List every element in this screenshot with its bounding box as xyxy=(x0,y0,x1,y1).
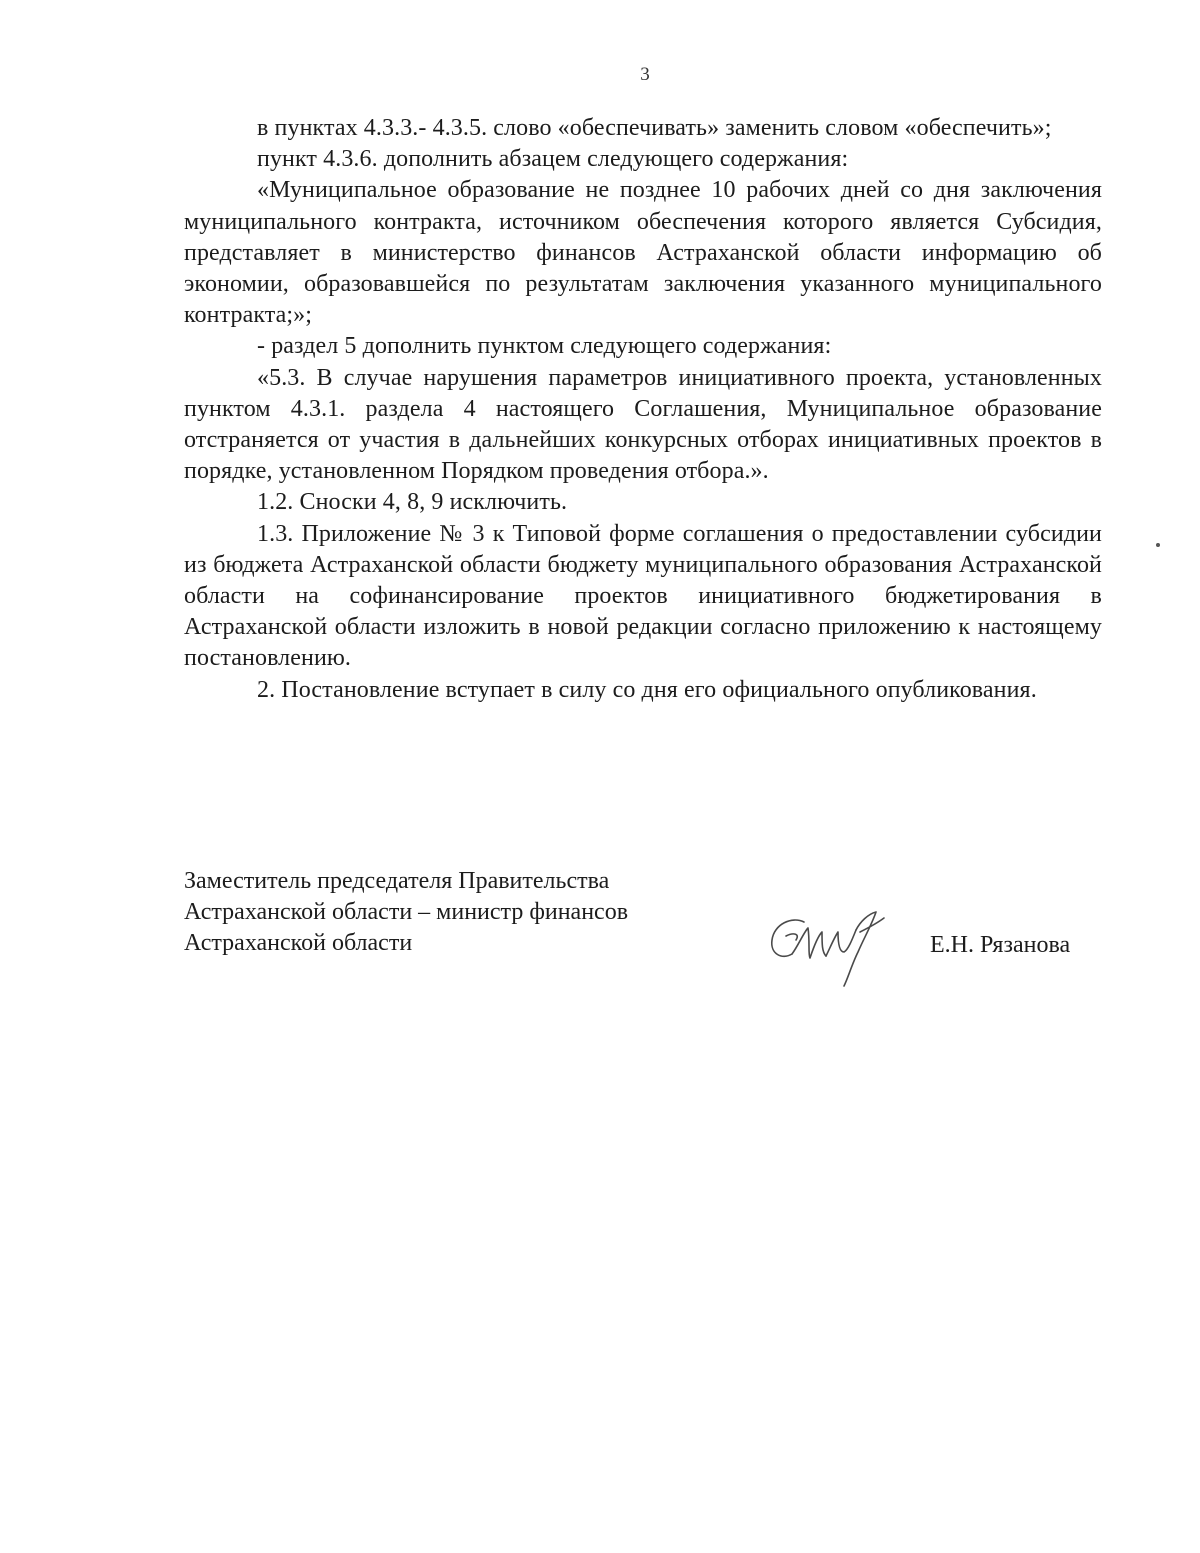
paragraph-7: 1.3. Приложение № 3 к Типовой форме соглашения о предоставлении субсидии из бюджета Астраханской области бюджету муниципального образования Астраханской области на софинансирование проектов инициативного бюджетирования в Астраханской области изложить в новой редакции согласно приложению к настоящему постановлению. xyxy=(184,520,1102,672)
signatory-position-line-2: Астраханской области – министр финансов xyxy=(184,899,629,925)
paragraph-8: 2. Постановление вступает в силу со дня его официального опубликования. xyxy=(257,676,1037,703)
signatory-position xyxy=(184,866,744,959)
signatory-name: Е.Н. Рязанова xyxy=(930,932,1071,958)
paragraph-2: пункт 4.3.6. дополнить абзацем следующего содержания: xyxy=(257,146,849,173)
paragraph-1: в пунктах 4.3.3.- 4.3.5. слово «обеспечивать» заменить словом «обеспечить»; xyxy=(257,115,1052,141)
scan-speck xyxy=(1156,543,1160,547)
signatory-position-line-1: Заместитель председателя Правительства xyxy=(184,868,610,894)
document-body xyxy=(184,113,1102,706)
paragraph-6: 1.2. Сноски 4, 8, 9 исключить. xyxy=(257,489,568,516)
signatory-position-line-3: Астраханской области xyxy=(184,930,413,956)
paragraph-4: - раздел 5 дополнить пунктом следующего содержания: xyxy=(257,333,832,360)
paragraph-3: «Муниципальное образование не позднее 10 рабочих дней со дня заключения муниципального контракта, источником обеспечения которого является Субсидия, представляет в министерство финансов Астраханской области информацию об экономии, образовавшейся по результатам заключения указанного муниципального контракта;»; xyxy=(184,177,1102,329)
page-number: 3 xyxy=(640,64,650,85)
paragraph-5: «5.3. В случае нарушения параметров инициативного проекта, установленных пунктом 4.3.1. раздела 4 настоящего Соглашения, Муниципальное образование отстраняется от участия в дальнейших конкурсных отборах инициативных проектов в порядке, установленном Порядком проведения отбора.». xyxy=(184,364,1102,485)
handwritten-signature-icon xyxy=(764,902,904,992)
